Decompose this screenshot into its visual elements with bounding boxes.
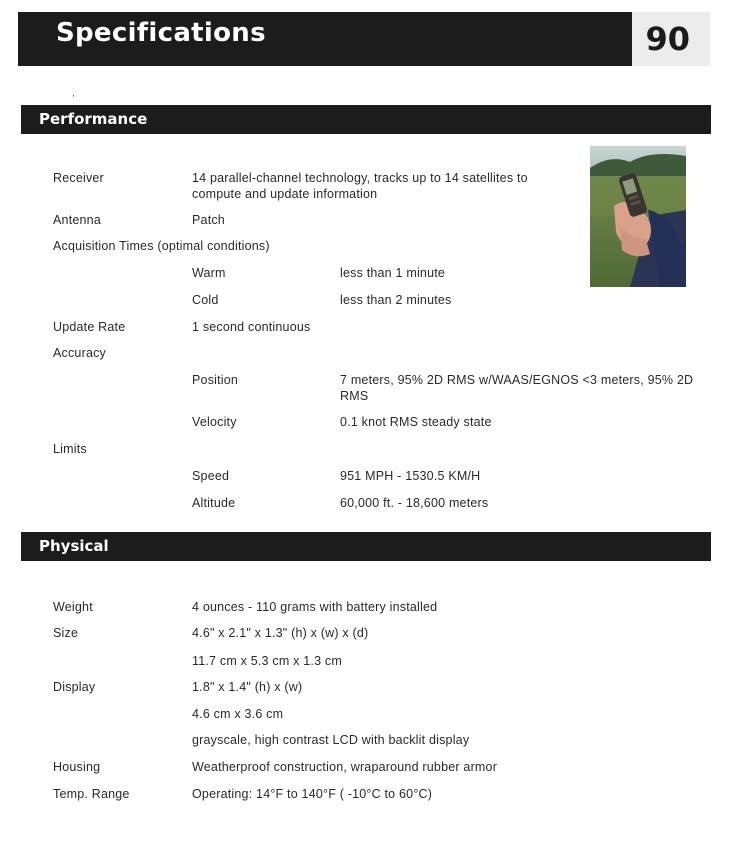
performance-section-header bbox=[21, 105, 711, 134]
receiver-value: 14 parallel-channel technology, tracks up to 14 satellites to compute and update information bbox=[192, 171, 528, 201]
altitude-label: Altitude bbox=[192, 496, 236, 510]
display-type-value: grayscale, high contrast LCD with backlit display bbox=[192, 733, 470, 747]
page-title: Specifications bbox=[56, 18, 266, 48]
page-number: 90 bbox=[645, 20, 690, 58]
update-rate-value: 1 second continuous bbox=[192, 320, 311, 334]
acquisition-times-label: Acquisition Times (optimal conditions) bbox=[53, 239, 270, 253]
velocity-label: Velocity bbox=[192, 415, 237, 429]
speed-value: 951 MPH - 1530.5 KM/H bbox=[340, 469, 481, 483]
update-rate-label: Update Rate bbox=[53, 320, 126, 334]
limits-label: Limits bbox=[53, 442, 87, 456]
altitude-value: 60,000 ft. - 18,600 meters bbox=[340, 496, 489, 510]
size-label: Size bbox=[53, 626, 79, 640]
gps-device-photo bbox=[590, 146, 686, 287]
position-value: 7 meters, 95% 2D RMS w/WAAS/EGNOS <3 meters, 95% 2D RMS bbox=[340, 373, 694, 403]
size-value: 4.6" x 2.1" x 1.3" (h) x (w) x (d) bbox=[192, 626, 369, 640]
cold-value: less than 2 minutes bbox=[340, 293, 452, 307]
antenna-label: Antenna bbox=[53, 213, 101, 227]
title-bar bbox=[18, 12, 632, 66]
cold-label: Cold bbox=[192, 293, 219, 307]
position-label: Position bbox=[192, 373, 239, 387]
housing-value: Weatherproof construction, wraparound rubber armor bbox=[192, 760, 498, 774]
size-metric-value: 11.7 cm x 5.3 cm x 1.3 cm bbox=[192, 654, 342, 668]
weight-value: 4 ounces - 110 grams with battery installed bbox=[192, 600, 438, 614]
physical-section-title: Physical bbox=[39, 537, 109, 555]
warm-label: Warm bbox=[192, 266, 226, 280]
stray-mark: , bbox=[72, 88, 75, 99]
speed-label: Speed bbox=[192, 469, 230, 483]
housing-label: Housing bbox=[53, 760, 101, 774]
display-label: Display bbox=[53, 680, 96, 694]
antenna-value: Patch bbox=[192, 213, 225, 227]
physical-section-header bbox=[21, 532, 711, 561]
temp-range-value: Operating: 14°F to 140°F ( -10°C to 60°C) bbox=[192, 787, 433, 801]
display-metric-value: 4.6 cm x 3.6 cm bbox=[192, 707, 284, 721]
temp-range-label: Temp. Range bbox=[53, 787, 130, 801]
receiver-label: Receiver bbox=[53, 171, 104, 185]
performance-section-title: Performance bbox=[39, 110, 148, 128]
accuracy-label: Accuracy bbox=[53, 346, 107, 360]
weight-label: Weight bbox=[53, 600, 93, 614]
display-value: 1.8" x 1.4" (h) x (w) bbox=[192, 680, 303, 694]
warm-value: less than 1 minute bbox=[340, 266, 446, 280]
page-number-box bbox=[632, 12, 710, 66]
velocity-value: 0.1 knot RMS steady state bbox=[340, 415, 492, 429]
